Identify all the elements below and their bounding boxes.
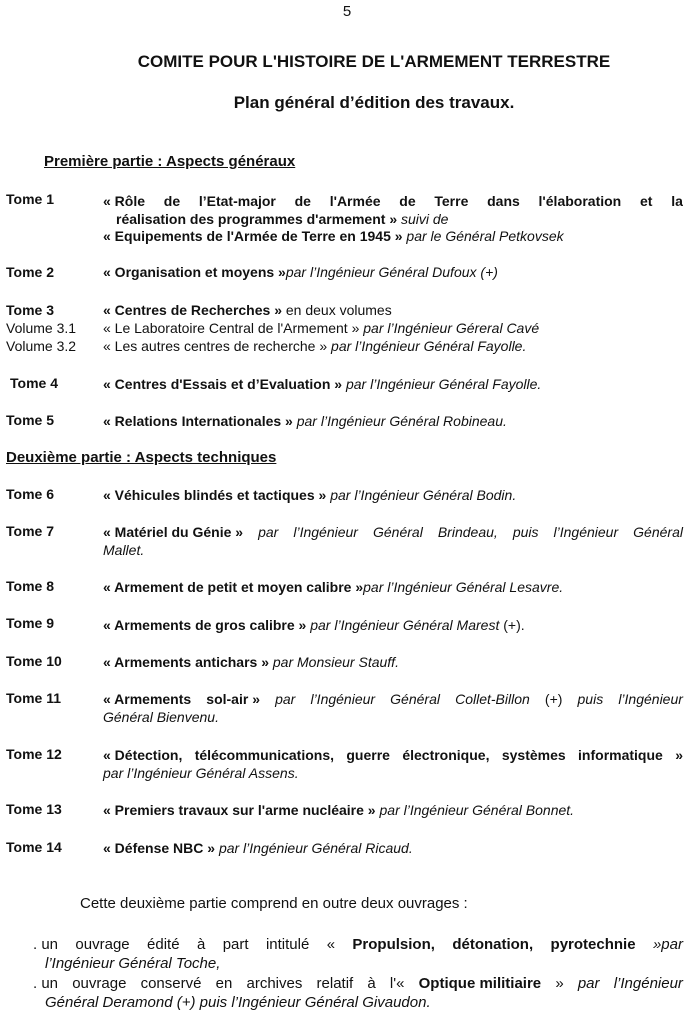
title-text: « Les autres centres de recherche » <box>103 338 328 354</box>
title-text: « Equipements de l'Armée de Terre en 1945 » <box>103 228 403 244</box>
tome-12-author-line2: par l’Ingénieur Général Assens. <box>103 765 299 781</box>
word: « Rôle <box>103 193 146 209</box>
tome-6-title <box>103 487 516 503</box>
extra-work-1-line1 <box>33 936 683 953</box>
tome-2-title <box>103 264 498 280</box>
tome-1-title-line2 <box>116 211 448 227</box>
part1-heading: Première partie : Aspects généraux <box>44 153 296 170</box>
part2-heading: Deuxième partie : Aspects techniques <box>6 449 277 466</box>
tome-8-title <box>103 579 563 595</box>
author-text: par le Général Petkovsek <box>406 228 564 244</box>
title-note: en deux volumes <box>281 302 392 318</box>
extra-work-2-line2: Général Deramond (+) puis l’Ingénieur Général Givaudon. <box>45 994 431 1011</box>
tome-label: Tome 12 <box>6 746 62 762</box>
volume-label: Volume 3.1 <box>6 320 77 336</box>
tome-14-title <box>103 840 413 856</box>
word: . un <box>33 975 59 992</box>
word: »par <box>652 936 683 953</box>
word: Général <box>633 524 683 540</box>
tome-label: Tome 14 <box>6 839 62 855</box>
word: par <box>258 524 279 540</box>
tome-label: Tome 11 <box>6 690 61 706</box>
word: relatif <box>316 975 354 992</box>
author-text: par l’Ingénieur Général Bodin. <box>330 487 517 503</box>
tome-label: Tome 5 <box>6 412 54 428</box>
tome-12-title-line1 <box>103 747 683 763</box>
word: l’Ingénieur <box>310 691 376 707</box>
word: part <box>222 936 249 953</box>
word: systèmes <box>501 747 566 763</box>
tome-label: Tome 4 <box>10 375 58 391</box>
word: « <box>326 936 336 953</box>
word: Général <box>390 691 440 707</box>
title-text: réalisation des programmes d'armement » <box>116 211 398 227</box>
title-text: « Véhicules blindés et tactiques » <box>103 487 327 503</box>
tome-label: Tome 8 <box>6 578 54 594</box>
word: l’Etat-major <box>198 193 276 209</box>
word: « Armements <box>103 691 192 707</box>
tome-11-title-line1 <box>103 691 683 707</box>
word: et <box>639 193 653 209</box>
tome-label: Tome 7 <box>6 523 54 539</box>
tome-11-author-line2: Général Bienvenu. <box>103 709 219 725</box>
author-text: par l’Ingénieur Général Dufoux (+) <box>285 264 498 280</box>
document-subtitle: Plan général d’édition des travaux. <box>233 93 515 112</box>
title-text: « Le Laboratoire Central de l'Armement » <box>103 320 360 336</box>
word: l'élaboration <box>538 193 622 209</box>
word: Optique militiaire <box>418 975 542 992</box>
word: de <box>294 193 311 209</box>
author-text: par l’Ingénieur Général Bonnet. <box>379 802 575 818</box>
author-text: par l’Ingénieur Géreral Cavé <box>363 320 540 336</box>
word: l’Ingénieur <box>618 691 683 707</box>
tome-4-title <box>103 376 541 392</box>
word: Propulsion, <box>352 936 435 953</box>
word: . un <box>33 936 59 953</box>
word: en <box>215 975 233 992</box>
word: par <box>577 975 600 992</box>
extra-work-2-line1 <box>33 975 683 992</box>
document-title: COMITE POUR L'HISTOIRE DE L'ARMEMENT TERRESTRE <box>137 52 611 71</box>
word: à <box>367 975 376 992</box>
tome-5-title <box>103 413 507 429</box>
title-text: « Centres de Recherches » <box>103 302 282 318</box>
word: pyrotechnie <box>550 936 636 953</box>
title-text: « Armement de petit et moyen calibre » <box>103 579 364 595</box>
tome-1-title-line1 <box>103 193 683 209</box>
author-note: (+). <box>499 617 525 633</box>
tome-label: Tome 1 <box>6 191 54 207</box>
title-text: « Centres d'Essais et d’Evaluation » <box>103 376 343 392</box>
word: archives <box>246 975 303 992</box>
tome-9-title <box>103 617 525 633</box>
word: sol-air » <box>206 691 260 707</box>
word: l’Ingénieur <box>613 975 683 992</box>
tome-7-title-line1 <box>103 524 683 540</box>
tome-1-title-line3 <box>103 228 564 244</box>
word: Terre <box>434 193 469 209</box>
word: édité <box>147 936 180 953</box>
word: puis <box>512 524 539 540</box>
word: télécommunications, <box>194 747 334 763</box>
author-text: par l’Ingénieur Général Marest <box>310 617 500 633</box>
author-text: par Monsieur Stauff. <box>272 654 399 670</box>
author-text: par l’Ingénieur Général Fayolle. <box>331 338 527 354</box>
title-text: « Armements antichars » <box>103 654 269 670</box>
title-text: « Matériel du Génie » <box>103 524 244 540</box>
tome-label: Tome 3 <box>6 302 54 318</box>
word: détonation, <box>452 936 534 953</box>
word: informatique <box>578 747 663 763</box>
word: électronique, <box>402 747 490 763</box>
intro-sentence: Cette deuxième partie comprend en outre deux ouvrages : <box>80 895 468 912</box>
volume-label: Volume 3.2 <box>6 338 77 354</box>
page-number: 5 <box>342 3 352 20</box>
word: de <box>399 193 416 209</box>
author-text: suivi de <box>401 211 449 227</box>
word: Collet-Billon <box>455 691 530 707</box>
tome-13-title <box>103 802 574 818</box>
title-text: « Défense NBC » <box>103 840 216 856</box>
word: de <box>163 193 181 209</box>
tome-label: Tome 2 <box>6 264 54 280</box>
word: » <box>675 747 683 763</box>
word: » <box>555 975 564 992</box>
word: conservé <box>140 975 202 992</box>
word: puis <box>577 691 604 707</box>
title-text: « Relations Internationales » <box>103 413 293 429</box>
word: (+) <box>544 691 563 707</box>
tome-7-author-line2: Mallet. <box>103 542 145 558</box>
word: guerre <box>346 747 390 763</box>
author-text: par l’Ingénieur Général Ricaud. <box>218 840 413 856</box>
word: l’Ingénieur <box>293 524 358 540</box>
author-text: par l’Ingénieur Général Lesavre. <box>363 579 564 595</box>
author-text: par l’Ingénieur Général Robineau. <box>296 413 507 429</box>
tome-10-title <box>103 654 399 670</box>
word: à <box>196 936 206 953</box>
word: « Détection, <box>103 747 183 763</box>
extra-work-1-line2: l’Ingénieur Général Toche, <box>45 955 221 972</box>
word: ouvrage <box>75 936 130 953</box>
title-text: « Premiers travaux sur l'arme nucléaire » <box>103 802 376 818</box>
word: Général <box>373 524 423 540</box>
author-text: par l’Ingénieur Général Fayolle. <box>345 376 542 392</box>
word: dans <box>487 193 520 209</box>
tome-label: Tome 13 <box>6 801 62 817</box>
word: l'Armée <box>329 193 381 209</box>
tome-label: Tome 10 <box>6 653 62 669</box>
title-text: « Armements de gros calibre » <box>103 617 307 633</box>
word: la <box>671 193 683 209</box>
word: l’Ingénieur <box>553 524 619 540</box>
word: l'« <box>389 975 405 992</box>
tome-3-title <box>103 302 392 318</box>
word: par <box>275 691 296 707</box>
word: intitulé <box>265 936 310 953</box>
word: Brindeau, <box>437 524 498 540</box>
tome-label: Tome 6 <box>6 486 54 502</box>
word: ouvrage <box>72 975 127 992</box>
title-text: « Organisation et moyens » <box>103 264 286 280</box>
tome-label: Tome 9 <box>6 615 54 631</box>
volume-3-1-title <box>103 320 539 336</box>
volume-3-2-title <box>103 338 526 354</box>
